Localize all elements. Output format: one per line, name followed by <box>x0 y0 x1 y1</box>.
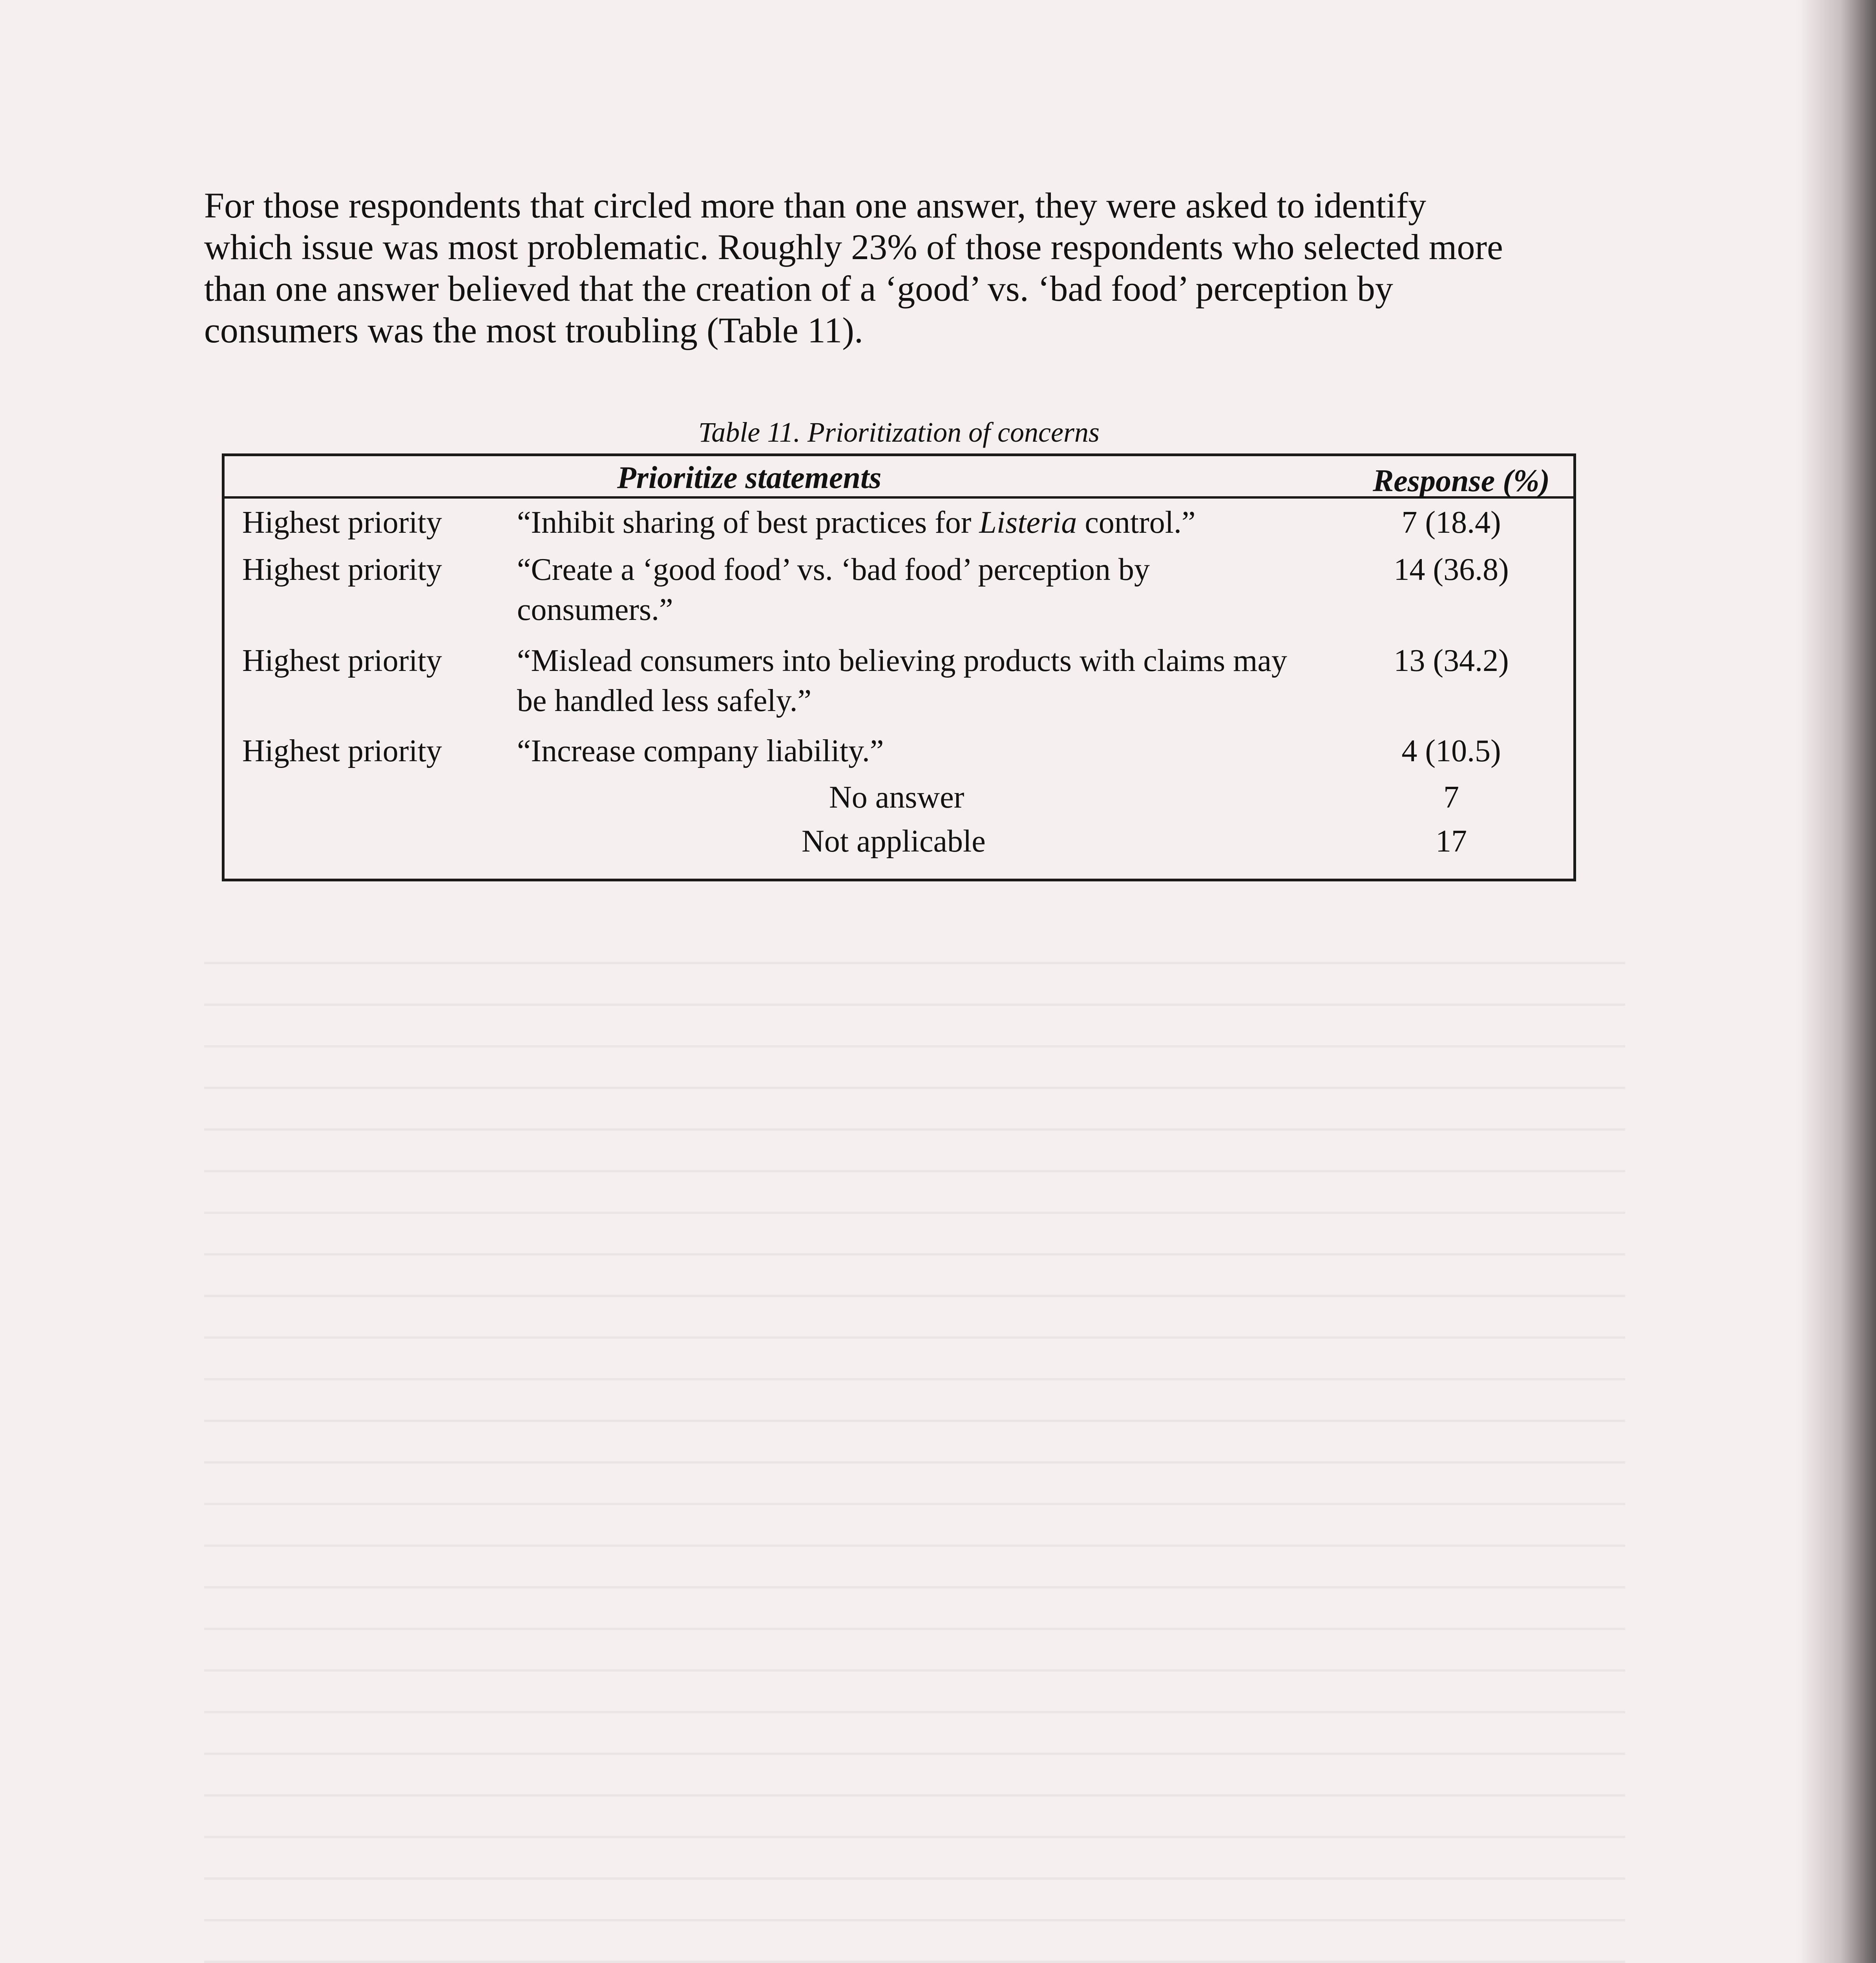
bleed-through-background <box>204 962 1625 1963</box>
statement-cell: “Increase company liability.” <box>517 734 884 768</box>
response-cell: 14 (36.8) <box>1394 552 1509 587</box>
response-cell: 4 (10.5) <box>1401 734 1501 768</box>
paragraph-line-1: For those respondents that circled more than one answer, they were asked to identify <box>204 185 1427 225</box>
priority-cell: Highest priority <box>242 643 442 678</box>
body-paragraph <box>204 185 1625 351</box>
concerns-table <box>222 453 1576 881</box>
table-header <box>225 456 1573 499</box>
paragraph-line-4: consumers was the most troubling (Table 11). <box>204 310 864 350</box>
statement-cell: “Mislead consumers into believing products with claims may be handled less safely.” <box>517 643 1287 718</box>
statement-cell: “Inhibit sharing of best practices for Listeria control.” <box>517 505 1196 540</box>
no-answer-value: 7 <box>1443 780 1459 815</box>
paragraph-line-3: than one answer believed that the creation of a ‘good’ vs. ‘bad food’ perception by <box>204 269 1393 309</box>
response-cell: 13 (34.2) <box>1394 643 1509 678</box>
response-cell: 7 (18.4) <box>1401 505 1501 540</box>
paragraph-line-2: which issue was most problematic. Roughly 23% of those respondents who selected more <box>204 227 1503 267</box>
statement-cell: “Create a ‘good food’ vs. ‘bad food’ perception by consumers.” <box>517 552 1150 627</box>
priority-cell: Highest priority <box>242 505 442 540</box>
not-applicable-label: Not applicable <box>802 824 986 859</box>
header-response: Response (%) <box>1372 464 1550 498</box>
page-edge-shadow <box>1797 0 1876 1963</box>
no-answer-label: No answer <box>829 780 964 815</box>
priority-cell: Highest priority <box>242 734 442 768</box>
table-caption: Table 11. Prioritization of concerns <box>698 417 1100 448</box>
not-applicable-value: 17 <box>1436 824 1467 859</box>
header-statements: Prioritize statements <box>617 461 882 495</box>
priority-cell: Highest priority <box>242 552 442 587</box>
